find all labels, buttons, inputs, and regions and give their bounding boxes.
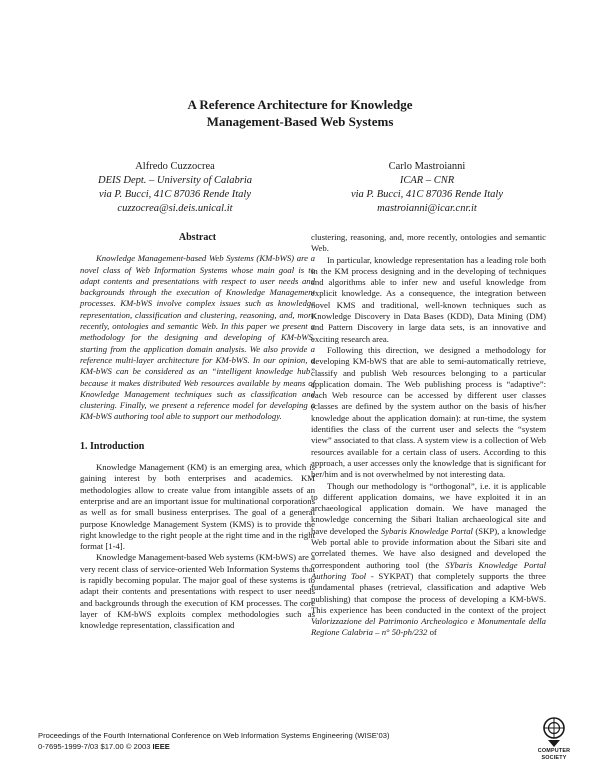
computer-society-logo [524,716,584,768]
skp-term: Sybaris Knowledge Portal [380,525,473,536]
proceedings-footer [38,730,508,752]
author-affiliation: DEIS Dept. – University of Calabria [98,175,252,186]
logo-label-computer: COMPUTER [537,748,571,754]
body-paragraph-1: In particular, knowledge representation has a leading role both in the KM process designing and in the developing of techniques and algorithms able to infer new and useful knowledge from explicit knowledge. As a consequence, the integration between novel KMS and traditional, well-known techniques such as Knowledge Discovery in Data Bases (KDD), Data Mining (DM) and Pattern Discovery in large data sets, is an innovative and exciting research area. [311,254,546,344]
logo-label-society: SOCIETY [541,755,567,761]
author-block-2 [302,160,552,216]
body-text: of [427,627,437,638]
title-line-2: Management-Based Web Systems [206,114,394,129]
intro-paragraph-2: Knowledge Management-based Web systems (KM-bWS) are a very recent class of service-oriented Web Information Systems that is rapidly becoming popular. The major goal of these systems is to adapt their contents and presentations with respect to user needs and backgrounds through the execution of KM processes. The core layer of KM-bWS exploits complex methodologies such as knowledge representation, classification and [80,552,315,631]
body-text: - SYKPAT) that completely supports the three fundamental phases (retrieval, classification and adaptive Web publishing) that compose the process of developing a KM-bWS. This experience has been conducted in the context of the project [311,570,546,615]
body-paragraph-continued: clustering, reasoning, and, more recently, ontologies and semantic Web. [311,232,546,254]
author-email: mastroianni@icar.cnr.it [377,203,477,214]
footer-isbn-line [38,741,508,752]
author-block-1 [50,160,300,216]
author-email: cuzzocrea@si.deis.unical.it [117,203,233,214]
project-title: Valorizzazione del Patrimonio Archeologico e Monumentale della Regione Calabria – n° 50-ph/232 [311,616,546,638]
intro-paragraph-1: Knowledge Management (KM) is an emerging area, which is gaining interest by both enterprises and academics. KM methodologies allow to create value from intangible assets of an enterprise and are an important issue for multinational corporations as well as for small business enterprises. The goal of a general purpose Knowledge Management System (KMS) is to provide the right knowledge to the right people at the right time and in the right format [1-4]. [80,462,315,552]
left-column [80,232,315,632]
body-paragraph-2: Following this direction, we designed a methodology for developing KM-bWS that are able to semi-automatically retrieve, classify and publish Web resources belonging to a particular application domain. The Web publishing process is “adaptive”: each Web resource can be accessed by different user classes (classes are defined by the system author on the basis of his/her knowledge about the application domain): at run-time, the system identifies the class of the current user and selects the “system view” associated to that class. A system view is a collection of Web resources available for a certain class of users. According to this approach, a user accesses only the knowledge that is significant for her/him and is not overwhelmed by not interesting data. [311,344,546,480]
introduction-heading: 1. Introduction [80,440,145,452]
computer-society-emblem-icon [541,716,567,748]
footer-proceedings-line: Proceedings of the Fourth International Conference on Web Information Systems Engineering (WISE’03) [38,731,390,740]
author-affiliation: ICAR – CNR [399,175,455,186]
author-name: Alfredo Cuzzocrea [135,161,215,172]
sykpat-term: SYbaris Knowledge Portal Authoring Tool [311,559,546,581]
author-address: via P. Bucci, 41C 87036 Rende Italy [350,189,504,200]
right-column [311,232,546,639]
title-line-1: A Reference Architecture for Knowledge [187,97,413,112]
author-name: Carlo Mastroianni [388,161,466,172]
abstract-text: Knowledge Management-based Web Systems (KM-bWS) are a novel class of Web Information Systems whose main goal is to adapt contents and presentations with respect to user needs and backgrounds through the execution of Knowledge Management processes. KM-bWS involve complex issues such as knowledge representation, classification and clustering, reasoning, and, more recently, ontologies and semantic Web. In this paper we present a methodology for the designing and developing of KM-bWS, starting from the application domain analysis. We also provide a reference multi-layer architecture for KM-bWS. In our opinion, a KM-bWS can be considered as an “intelligent knowledge hub” because it makes distributed Web resources available by means of Knowledge Management techniques such as classification and clustering. Finally, we present a reference model for developing a KM-bWS authoring tool able to support our methodology. [80,253,315,422]
author-address: via P. Bucci, 41C 87036 Rende Italy [98,189,252,200]
paper-title [0,96,600,130]
abstract-heading: Abstract [178,232,217,243]
footer-isbn: 0-7695-1999-7/03 $17.00 © 2003 [38,742,153,751]
body-text: Though our methodology is “orthogonal”, i.e. it is applicable to different application domains, we have exploited it in an archaeological application domain. We have managed the knowledge concerning the Sibari Italian archaeological site and have developed the [311,480,546,536]
body-text: (SKP), a knowledge Web portal able to provide information about the Sibari site and correlated themes. We have also designed and developed the correspondent authoring tool (the [311,525,546,570]
ieee-label: IEEE [152,742,170,751]
body-paragraph-3 [311,481,546,639]
